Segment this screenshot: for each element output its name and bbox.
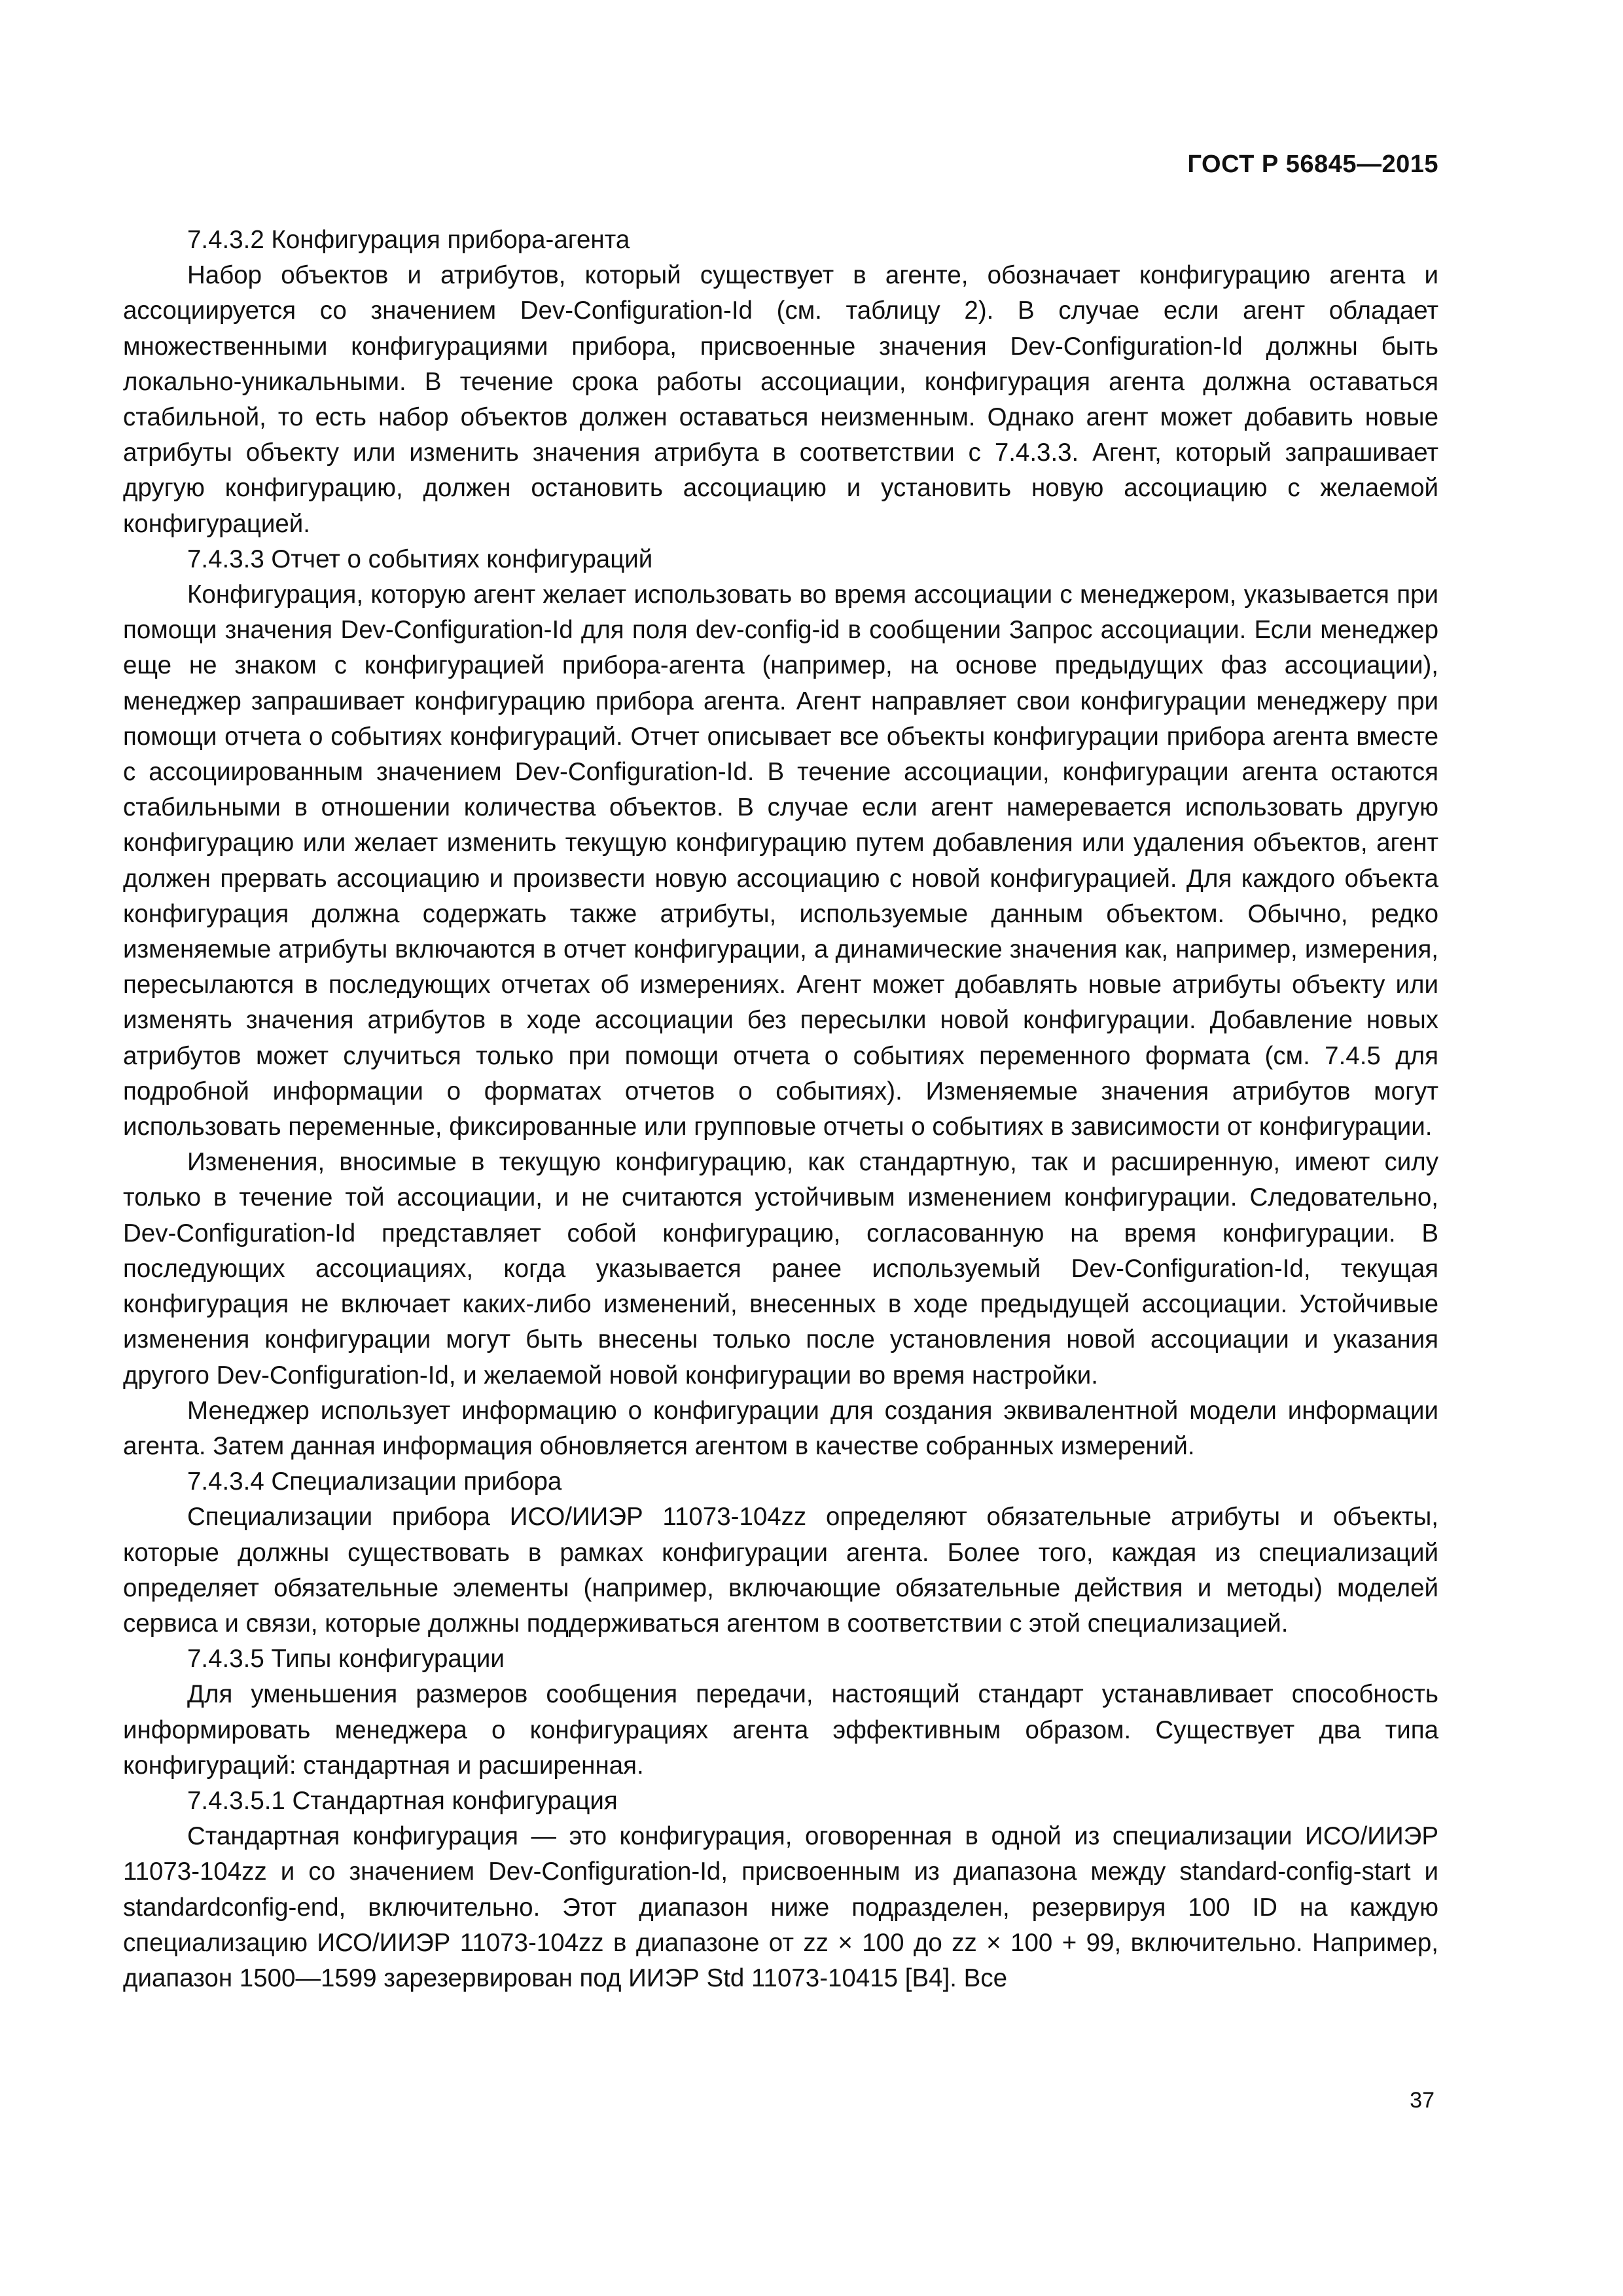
- document-header: ГОСТ Р 56845—2015: [1187, 151, 1438, 178]
- section-heading-7-4-3-2: 7.4.3.2 Конфигурация прибора-агента: [187, 226, 630, 254]
- paragraph: Набор объектов и атрибутов, который существует в агенте, обозначает конфигурацию агента и ассоциируется со значением Dev-Configuration-Id (см. таблицу 2). В случае если агент обладает множественными конфигурациями прибора, присвоенные значения Dev-Configuration-Id должны быть локально-уникальными. В течение срока работы ассоциации, конфигурация агента должна оставаться стабильной, то есть набор объектов должен оставаться неизменным. Однако агент может добавить новые атрибуты объекту или изменить значения атрибута в соответствии с 7.4.3.3. Агент, который запрашивает другую конфигурацию, должен остановить ассоциацию и установить новую ассоциацию с желаемой конфигурацией.: [123, 261, 1438, 538]
- section-heading-7-4-3-5: 7.4.3.5 Типы конфигурации: [187, 1645, 505, 1674]
- body-text: [123, 223, 1438, 1996]
- paragraph: Менеджер использует информацию о конфигурации для создания эквивалентной модели информации агента. Затем данная информация обновляется агентом в качестве собранных измерений.: [123, 1396, 1438, 1460]
- paragraph: Конфигурация, которую агент желает использовать во время ассоциации с менеджером, указывается при помощи значения Dev-Configuration-Id для поля dev-config-id в сообщении Запрос ассоциации. Если менеджер еще не знаком с конфигурацией прибора-агента (например, на основе предыдущих фаз ассоциации), менеджер запрашивает конфигурацию прибора агента. Агент направляет свои конфигурации менеджеру при помощи отчета о событиях конфигураций. Отчет описывает все объекты конфигурации прибора агента вместе с ассоциированным значением Dev-Configuration-Id. В течение ассоциации, конфигурации агента остаются стабильными в отношении количества объектов. В случае если агент намеревается использовать другую конфигурацию или желает изменить текущую конфигурацию путем добавления или удаления объектов, агент должен прервать ассоциацию и произвести новую ассоциацию с новой конфигурацией. Для каждого объекта конфигурация должна содержать также атрибуты, используемые данным объектом. Обычно, редко изменяемые атрибуты включаются в отчет конфигурации, а динамические значения как, например, измерения, пересылаются в последующих отчетах об измерениях. Агент может добавлять новые атрибуты объекту или изменять значения атрибутов в ходе ассоциации без пересылки новой конфигурации. Добавление новых атрибутов может случиться только при помощи отчета о событиях переменного формата (см. 7.4.5 для подробной информации о форматах отчетов о событиях). Изменяемые значения атрибутов могут использовать переменные, фиксированные или групповые отчеты о событиях в зависимости от конфигурации.: [123, 581, 1438, 1141]
- paragraph: Для уменьшения размеров сообщения передачи, настоящий стандарт устанавливает способность информировать менеджера о конфигурациях агента эффективным образом. Существует два типа конфигураций: стандартная и расширенная.: [123, 1680, 1438, 1780]
- paragraph: Специализации прибора ИСО/ИИЭР 11073-104zz определяют обязательные атрибуты и объекты, которые должны существовать в рамках конфигурации агента. Более того, каждая из специализаций определяет обязательные элементы (например, включающие обязательные действия и методы) моделей сервиса и связи, которые должны поддерживаться агентом в соответствии с этой специализацией.: [123, 1503, 1438, 1638]
- paragraph: Стандартная конфигурация — это конфигурация, оговоренная в одной из специализации ИСО/ИИЭР 11073-104zz и со значением Dev-Configuration-Id, присвоенным из диапазона между standard-config-start и standardconfig-end, включительно. Этот диапазон ниже подразделен, резервируя 100 ID на каждую специализацию ИСО/ИИЭР 11073-104zz в диапазоне от zz × 100 до zz × 100 + 99, включительно. Например, диапазон 1500—1599 зарезервирован под ИИЭР Std 11073-10415 [B4]. Все: [123, 1822, 1438, 1992]
- section-heading-7-4-3-4: 7.4.3.4 Специализации прибора: [187, 1467, 562, 1496]
- paragraph: Изменения, вносимые в текущую конфигурацию, как стандартную, так и расширенную, имеют силу только в течение той ассоциации, и не считаются устойчивым изменением конфигурации. Следовательно, Dev-Configuration-Id представляет собой конфигурацию, согласованную на время конфигурации. В последующих ассоциациях, когда указывается ранее используемый Dev-Configuration-Id, текущая конфигурация не включает каких-либо изменений, внесенных в ходе предыдущей ассоциации. Устойчивые изменения конфигурации могут быть внесены только после установления новой ассоциации и указания другого Dev-Configuration-Id, и желаемой новой конфигурации во время настройки.: [123, 1148, 1438, 1390]
- section-heading-7-4-3-3: 7.4.3.3 Отчет о событиях конфигураций: [187, 545, 653, 573]
- page-number: 37: [1410, 2088, 1435, 2113]
- section-heading-7-4-3-5-1: 7.4.3.5.1 Стандартная конфигурация: [187, 1786, 618, 1815]
